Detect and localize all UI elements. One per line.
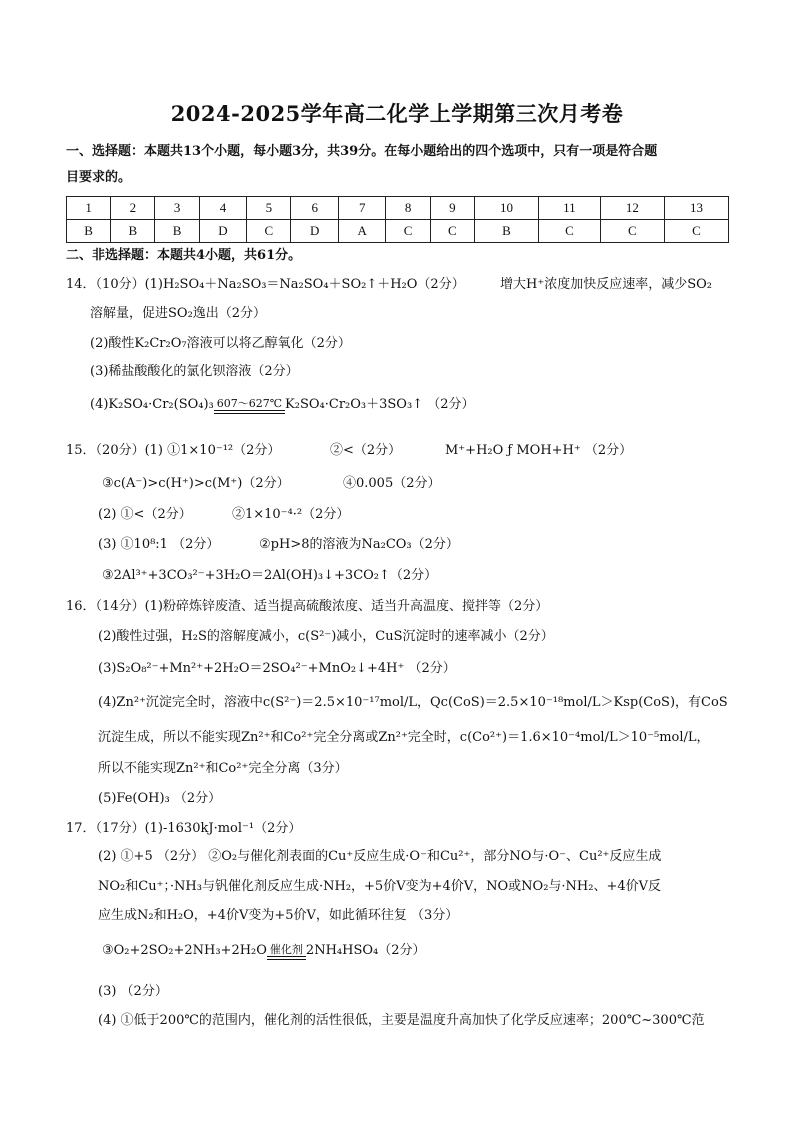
q15-part2-b: ②1×10⁻⁴·²（2分） — [232, 507, 350, 522]
q17-part1: 17．（17分）(1)-1630kJ·mol⁻¹（2分） — [66, 821, 302, 836]
q16-part5: (5)Fe(OH)₃ （2分） — [98, 791, 222, 806]
q14-part1-reason-cont: 溶解量，促进SO₂逸出（2分） — [90, 306, 267, 321]
q15-part1-e: ④0.005（2分） — [343, 476, 441, 491]
section1-instructions-line2: 目要求的。 — [66, 170, 132, 185]
reaction-condition-arrow — [214, 398, 285, 414]
q15-part1-d: ③c(A⁻)>c(H⁺)>c(M⁺)（2分） — [102, 476, 290, 491]
q17-part2-line2: NO₂和Cu⁺；·NH₃与钒催化剂反应生成·NH₂，+5价V变为+4价V，NO或NO₂与·NH₂、+4价V反 — [98, 879, 662, 894]
answer-cell: B — [111, 220, 155, 243]
answer-cell: C — [386, 220, 430, 243]
answer-cell: B — [67, 220, 111, 243]
question-number-cell: 2 — [111, 197, 155, 220]
q15-part2-a: (2) ①<（2分） — [98, 507, 192, 522]
answer-row — [67, 220, 729, 243]
section2-heading: 二、非选择题：本题共4小题，共61分。 — [66, 248, 302, 263]
q14-part2: (2)酸性K₂Cr₂O₇溶液可以将乙醇氧化（2分） — [90, 336, 351, 351]
q15-part1-b: ②<（2分） — [330, 443, 402, 458]
q15-part3-b: ②pH>8的溶液为Na₂CO₃（2分） — [259, 537, 459, 552]
q17-part4-line1: (4) ①低于200℃的范围内，催化剂的活性很低，主要是温度升高加快了化学反应速率；200℃~300℃范 — [98, 1013, 705, 1028]
q14-part4-reactant: (4)K₂SO₄·Cr₂(SO₄)₃ — [90, 397, 214, 412]
q16-part1: 16．（14分）(1)粉碎炼锌废渣、适当提高硫酸浓度、适当升高温度、搅拌等（2分） — [66, 599, 549, 614]
answer-cell: B — [155, 220, 199, 243]
q14-part4-product: K₂SO₄·Cr₂O₃＋3SO₃↑ （2分） — [285, 397, 475, 412]
reaction-condition-label: 607～627℃ — [214, 398, 285, 411]
q16-part4-line3: 所以不能实现Zn²⁺和Co²⁺完全分离（3分） — [98, 761, 348, 776]
q15-part3-a: (3) ①10⁸:1 （2分） — [98, 537, 220, 552]
answer-cell: D — [199, 220, 247, 243]
choice-answer-table — [66, 196, 729, 243]
q14-part4 — [90, 396, 474, 414]
q16-part2: (2)酸性过强，H₂S的溶解度减小，c(S²⁻)减小，CuS沉淀时的速率减小（2分） — [98, 629, 554, 644]
answer-cell: C — [538, 220, 600, 243]
question-number-cell: 10 — [474, 197, 538, 220]
q14-part3: (3)稀盐酸酸化的氯化钡溶液（2分） — [90, 364, 299, 379]
question-number-cell: 1 — [67, 197, 111, 220]
q16-part4-line2: 沉淀生成，所以不能实现Zn²⁺和Co²⁺完全分离或Zn²⁺完全时，c(Co²⁺)＝1.6×10⁻⁴mol/L＞10⁻⁵mol/L， — [98, 730, 710, 745]
q15-part1-a: 15．（20分）(1) ①1×10⁻¹²（2分） — [66, 443, 281, 458]
question-number-cell: 6 — [291, 197, 339, 220]
question-number-row — [67, 197, 729, 220]
q15-part1-c: M⁺+H₂O ƒ MOH+H⁺ （2分） — [445, 443, 633, 458]
q17-equation-products: 2NH₄HSO₄（2分） — [305, 943, 426, 958]
answer-cell: C — [664, 220, 728, 243]
q17-part2-line3: 应生成N₂和H₂O，+4价V变为+5价V，如此循环往复 （3分） — [98, 908, 459, 923]
answer-cell: C — [430, 220, 474, 243]
question-number-cell: 13 — [664, 197, 728, 220]
q17-part2-line1: (2) ①+5 （2分） ②O₂与催化剂表面的Cu⁺反应生成·O⁻和Cu²⁺，部分NO与·O⁻、Cu²⁺反应生成 — [98, 849, 662, 864]
answer-cell: D — [291, 220, 339, 243]
answer-cell: A — [338, 220, 386, 243]
q15-part3-c: ③2Al³⁺+3CO₃²⁻+3H₂O＝2Al(OH)₃↓+3CO₂↑（2分） — [102, 568, 438, 583]
question-number-cell: 4 — [199, 197, 247, 220]
answer-cell: C — [600, 220, 664, 243]
section1-instructions-line1: 一、选择题：本题共13个小题，每小题3分，共39分。在每小题给出的四个选项中，只有一项是符合题 — [66, 144, 658, 159]
answer-cell: B — [474, 220, 538, 243]
question-number-cell: 3 — [155, 197, 199, 220]
question-number-cell: 12 — [600, 197, 664, 220]
question-number-cell: 8 — [386, 197, 430, 220]
q17-part2-equation — [102, 942, 426, 960]
question-number-cell: 11 — [538, 197, 600, 220]
q14-part1-equation: 14．（10分）(1)H₂SO₄＋Na₂SO₃＝Na₂SO₄＋SO₂↑＋H₂O（2分） — [66, 277, 465, 292]
q17-part3: (3) （2分） — [98, 984, 168, 999]
q16-part3: (3)S₂O₈²⁻+Mn²⁺+2H₂O＝2SO₄²⁻+MnO₂↓+4H⁺ （2分） — [98, 661, 456, 676]
q14-part1-reason: 增大H⁺浓度加快反应速率，减少SO₂ — [500, 277, 712, 292]
q16-part4-line1: (4)Zn²⁺沉淀完全时，溶液中c(S²⁻)＝2.5×10⁻¹⁷mol/L，Qc(CoS)＝2.5×10⁻¹⁸mol/L＞Ksp(CoS)，有CoS — [98, 695, 728, 710]
question-number-cell: 5 — [247, 197, 291, 220]
catalyst-label: 催化剂 — [267, 944, 306, 957]
q17-equation-reactants: ③O₂+2SO₂+2NH₃+2H₂O — [102, 943, 267, 958]
page-title: 2024-2025学年高二化学上学期第三次月考卷 — [170, 101, 624, 126]
question-number-cell: 9 — [430, 197, 474, 220]
question-number-cell: 7 — [338, 197, 386, 220]
answer-cell: C — [247, 220, 291, 243]
catalyst-condition-arrow — [267, 944, 306, 960]
